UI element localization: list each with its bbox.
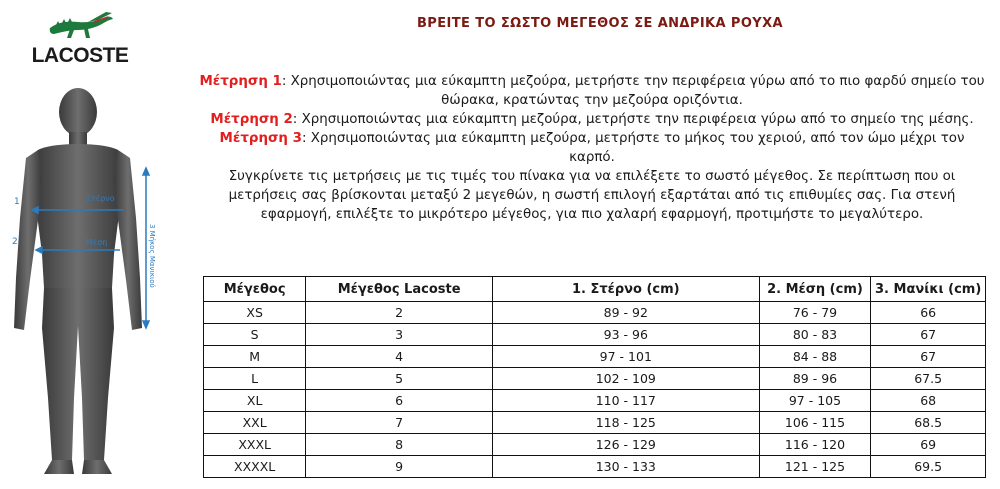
table-header <box>204 277 986 302</box>
silhouette <box>14 88 142 474</box>
table-row: XS 2 89 - 92 76 - 79 66 <box>204 302 986 324</box>
measurement-1: Μέτρηση 1: Χρησιμοποιώντας μια εύκαμπτη μεζούρα, μετρήστε την περιφέρεια γύρω από το πιο φαρδύ σημείο του θώρακα, κρατώντας την μεζούρα οριζόντια. <box>199 74 985 108</box>
chest-label: Στέρνο <box>86 194 115 203</box>
size-table <box>203 276 986 478</box>
fit-note: Συγκρίνετε τις μετρήσεις με τις τιμές του πίνακα για να επιλέξετε το σωστό μέγεθος. Σε περίπτωση που οι μετρήσεις σας βρίσκονται μεταξύ 2 μεγεθών, η σωστή επιλογή εξαρτάται από τις επιθυμίες σας. Για στενή εφαρμογή, επιλέξτε το μικρότερο μέγεθος, για πιο χαλαρή εφαρμογή, προτιμήστε το μεγαλύτερο. <box>228 169 956 222</box>
measurement-2: Μέτρηση 2: Χρησιμοποιώντας μια εύκαμπτη μεζούρα, μετρήστε την περιφέρεια γύρω από το σημείο της μέσης. <box>210 112 974 127</box>
brand-logo <box>24 8 140 68</box>
table-row: S 3 93 - 96 80 - 83 67 <box>204 324 986 346</box>
brand-name: LACOSTE <box>31 44 129 67</box>
body-figure <box>0 88 172 483</box>
marker-1: 1 <box>14 197 20 207</box>
header-size: Μέγεθος <box>204 277 306 302</box>
table-row: XL 6 110 - 117 97 - 105 68 <box>204 390 986 412</box>
header-waist: 2. Μέση (cm) <box>759 277 871 302</box>
table-row: M 4 97 - 101 84 - 88 67 <box>204 346 986 368</box>
sleeve-label: 3 Μήκος Μανικιού <box>148 224 156 288</box>
header-lacoste-size: Μέγεθος Lacoste <box>306 277 493 302</box>
marker-2: 2 <box>12 237 18 247</box>
waist-label: Μέση <box>86 238 108 247</box>
header-sleeve: 3. Μανίκι (cm) <box>871 277 986 302</box>
crocodile-icon <box>48 8 114 42</box>
instructions <box>196 72 988 224</box>
table-row: XXL 7 118 - 125 106 - 115 68.5 <box>204 412 986 434</box>
table-row: XXXXL 9 130 - 133 121 - 125 69.5 <box>204 456 986 478</box>
table-row: L 5 102 - 109 89 - 96 67.5 <box>204 368 986 390</box>
header-chest: 1. Στέρνο (cm) <box>492 277 759 302</box>
page-title: ΒΡΕΙΤΕ ΤΟ ΣΩΣΤΟ ΜΕΓΕΘΟΣ ΣΕ ΑΝΔΡΙΚΑ ΡΟΥΧΑ <box>416 16 783 31</box>
measurement-3: Μέτρηση 3: Χρησιμοποιώντας μια εύκαμπτη μεζούρα, μετρήστε το μήκος του χεριού, από τον ώμο μέχρι τον καρπό. <box>219 131 965 165</box>
table-row: XXXL 8 126 - 129 116 - 120 69 <box>204 434 986 456</box>
